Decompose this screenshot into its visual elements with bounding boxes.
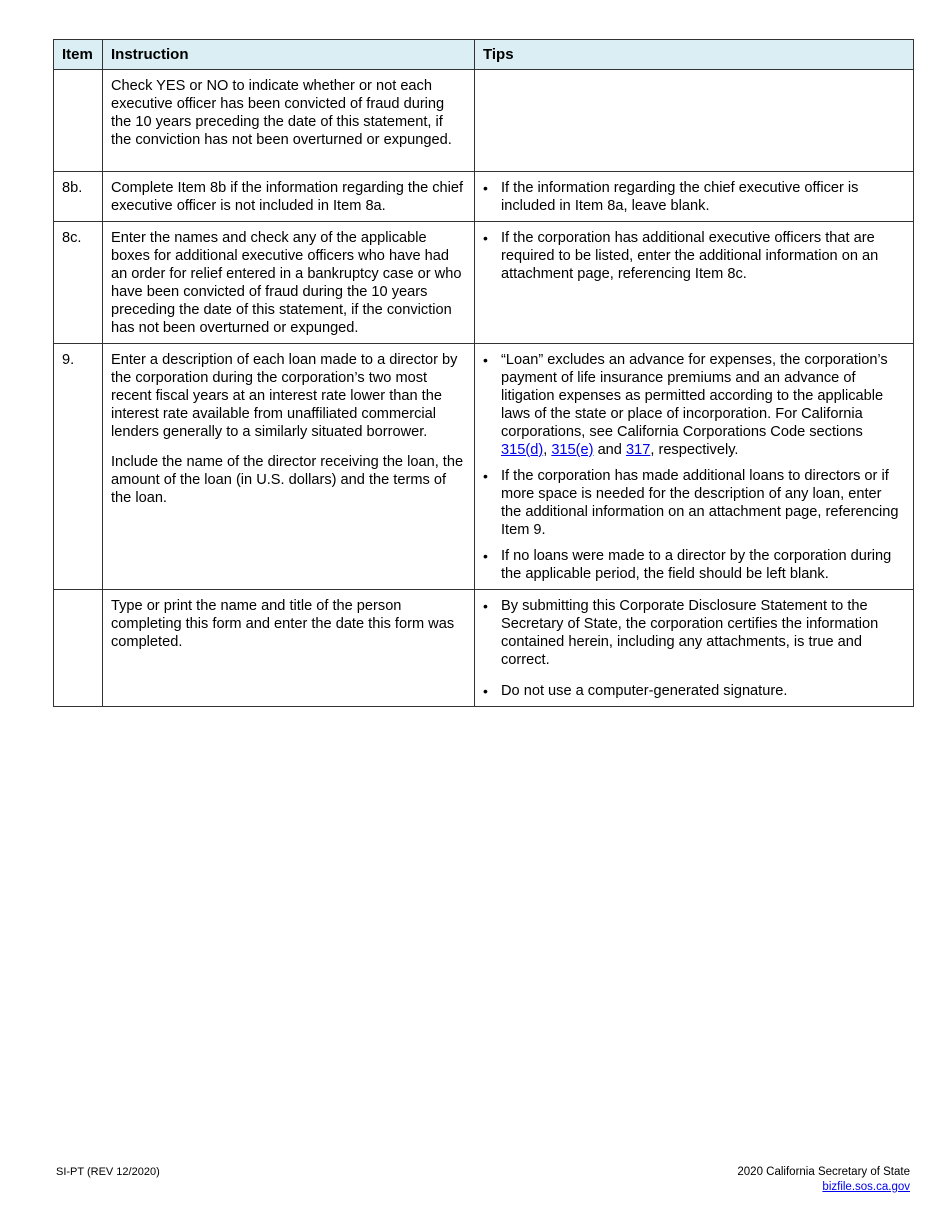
header-item: Item [54,40,103,70]
tip-loan-sep: , [543,442,548,458]
table-row [54,344,914,590]
instruction-text: Enter the names and check any of the applicable boxes for additional executive officers who have had an order for relief entered in a bankruptcy case or who have been convicted of fraud during the 10 years preceding the date of this statement, if the conviction has not been overturned or expunged. [111,230,462,336]
instruction-cell [103,344,475,590]
tips-cell [475,590,914,707]
link-317[interactable]: 317 [625,442,651,458]
footer-right [737,1165,910,1195]
link-315e[interactable]: 315(e) [551,442,594,458]
tip-item: • Do not use a computer-generated signature. [483,682,905,700]
item-number: 8c. [54,222,103,344]
table-row [54,172,914,222]
tips-cell [475,172,914,222]
tips-cell [475,70,914,172]
tips-list [483,351,905,583]
tips-list [483,229,905,283]
tips-cell [475,222,914,344]
instruction-cell [103,222,475,344]
instructions-table [53,39,914,707]
tips-list [483,179,905,215]
instruction-cell [103,70,475,172]
tip-item: • If the corporation has made additional loans to directors or if more space is needed for the description of any loan, enter the additional information on an attachment page, referencing Item 9. [483,467,905,539]
tip-item: • If the information regarding the chief executive officer is included in Item 8a, leave blank. [483,179,905,215]
tips-cell [475,344,914,590]
tip-loan-tail: , respectively. [650,442,739,458]
item-number [54,70,103,172]
tip-loan-text: “Loan” excludes an advance for expenses, the corporation’s payment of life insurance premiums and an advance of litigation expenses as permitted according to the applicable laws of the state or place of incorporation. For California corporations, see California Corporations Code sections [501,352,888,440]
instruction-text: Type or print the name and title of the person completing this form and enter the date this form was completed. [111,598,455,650]
instruction-text: Check YES or NO to indicate whether or not each executive officer has been convicted of fraud during the 10 years preceding the date of this statement, if the conviction has not been overturned or expunged. [111,78,452,148]
instruction-cell [103,590,475,707]
copyright-text: 2020 California Secretary of State [737,1166,910,1178]
table-row [54,222,914,344]
table-row [54,590,914,707]
tip-item: • If no loans were made to a director by the corporation during the applicable period, the field should be left blank. [483,547,905,583]
item-number [54,590,103,707]
header-tips: Tips [475,40,914,70]
tips-list [483,597,905,700]
form-id: SI-PT (REV 12/2020) [56,1166,160,1178]
tip-item-loan [483,351,905,459]
table-row [54,70,914,172]
instruction-text: Complete Item 8b if the information regarding the chief executive officer is not included in Item 8a. [111,180,464,214]
header-instruction: Instruction [103,40,475,70]
instruction-text: Include the name of the director receiving the loan, the amount of the loan (in U.S. dollars) and the terms of the loan. [111,454,464,506]
item-number: 9. [54,344,103,590]
instruction-cell [103,172,475,222]
tip-item: • If the corporation has additional executive officers that are required to be listed, enter the additional information on an attachment page, referencing Item 8c. [483,229,905,283]
tip-item: • By submitting this Corporate Disclosure Statement to the Secretary of State, the corporation certifies the information contained herein, including any attachments, is true and correct. [483,597,905,669]
link-315d[interactable]: 315(d) [501,442,544,458]
table-header-row [54,40,914,70]
instruction-text: Enter a description of each loan made to a director by the corporation during the corporation’s two most recent fiscal years at an interest rate lower than the interest rate available from unaffiliated commercial lenders generally to a similarly situated borrower. [111,352,458,440]
tip-loan-and: and [597,442,622,458]
item-number: 8b. [54,172,103,222]
website-link[interactable]: bizfile.sos.ca.gov [822,1181,910,1193]
